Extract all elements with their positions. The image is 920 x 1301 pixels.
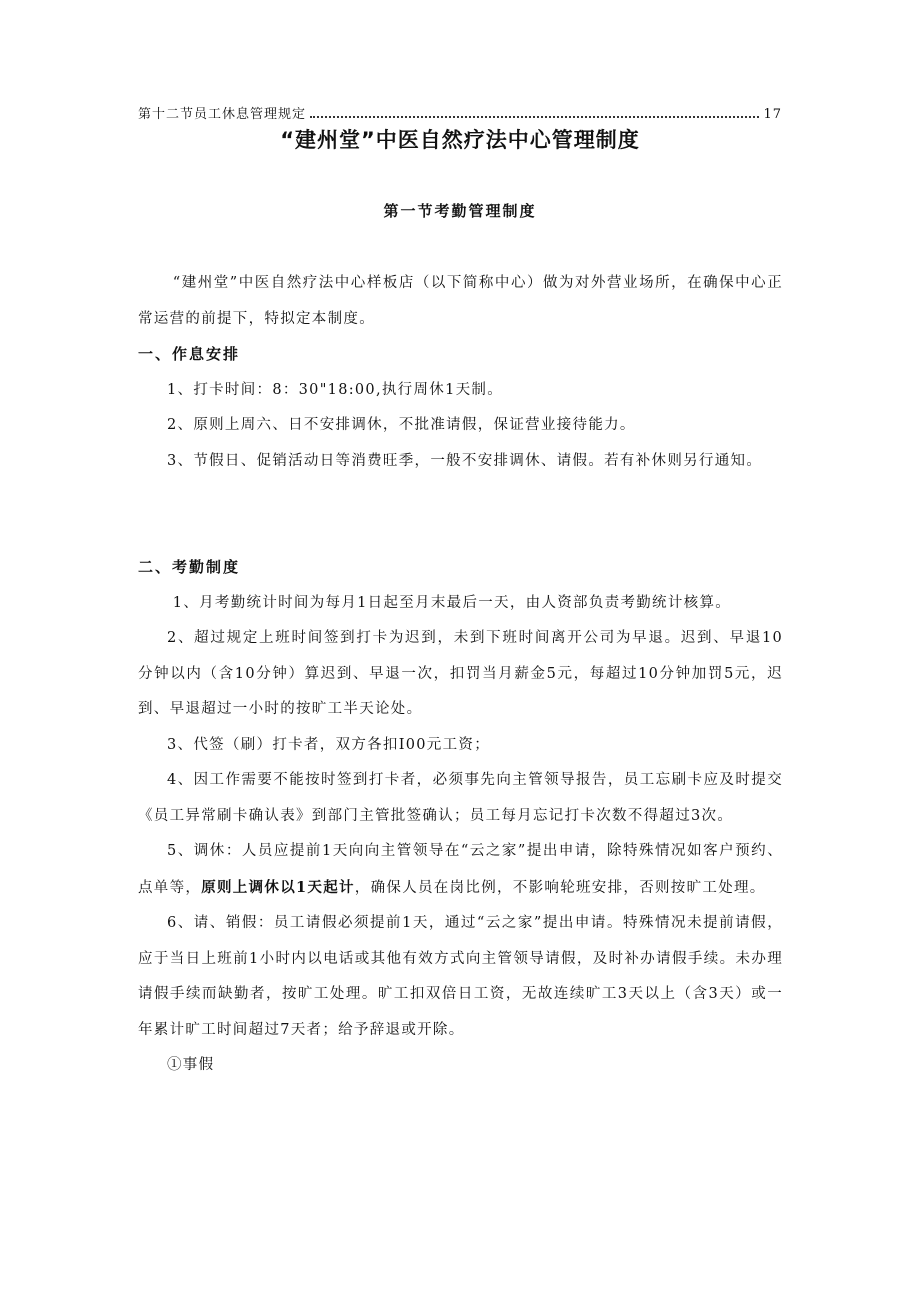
part1-heading: 一、作息安排: [138, 345, 241, 363]
intro-paragraph: “建州堂”中医自然疗法中心样板店（以下简称中心）做为对外营业场所，在确保中心正常运营的前提下，特拟定本制度。: [138, 275, 783, 327]
part2-item-1: 1、月考勤统计时间为每月1日起至月末最后一天，由人资部负责考勤统计核算。: [172, 594, 732, 611]
section-title: 第一节考勤管理制度: [383, 202, 537, 220]
toc-leader-dots: [310, 116, 759, 118]
part2-item-5-text-b: ，确保人员在岗比例，不影响轮班安排，否则按旷工处理。: [354, 879, 766, 896]
toc-entry[interactable]: [138, 103, 782, 122]
part2-item-5-emphasis: 原则上调休以1天起计: [201, 878, 355, 896]
part2-item-6: 6、请、销假：员工请假必须提前1天，通过“云之家”提出申请。特殊情况未提前请假，应于当日上班前1小时内以电话或其他有效方式向主管领导请假，及时补办请假手续。未办理请假手续而缺勤者，按旷工处理。旷工扣双倍日工资，无故连续旷工3天以上（含3天）或一年累计旷工时间超过7天者；给予辞退或开除。: [138, 915, 783, 1038]
part1-item-1: 1、打卡时间：8：30"18:00,执行周休1天制。: [167, 381, 503, 398]
paragraph-gap: [138, 479, 783, 550]
part1-item-2: 2、原则上周六、日不安排调休，不批准请假，保证营业接待能力。: [167, 417, 636, 433]
part2-item-5: [138, 834, 783, 906]
part2-heading: 二、考勤制度: [138, 558, 241, 576]
part1-item-3: 3、节假日、促销活动日等消费旺季，一般不安排调休、请假。若有补休则另行通知。: [167, 452, 763, 469]
toc-entry-title: 第十二节员工休息管理规定: [138, 107, 307, 122]
part2-item-4: 4、因工作需要不能按时签到打卡者，必须事先向主管领导报告，员工忘刷卡应及时提交《员工异常刷卡确认表》到部门主管批签确认；员工每月忘记打卡次数不得超过3次。: [138, 772, 783, 824]
document-title: “建州堂”中医自然疗法中心管理制度: [280, 128, 640, 152]
part2-item-3: 3、代签（刷）打卡者，双方各扣I00元工资；: [167, 736, 491, 753]
part2-item-5-text-a: 5、调休：人员应提前1天向向主管领导在“云之家”提出申请，除特殊情况如客户预约、点单等，: [138, 843, 783, 896]
toc-entry-page: 17: [763, 107, 782, 122]
document-body: [138, 266, 783, 1084]
part2-item-2: 2、超过规定上班时间签到打卡为迟到，未到下班时间离开公司为早退。迟到、早退10分钟以内（含10分钟）算迟到、早退一次，扣罚当月薪金5元，每超过10分钟加罚5元，迟到、早退超过一小时的按旷工半天论处。: [138, 630, 783, 717]
part2-sub-item-1: ①事假: [167, 1057, 215, 1073]
